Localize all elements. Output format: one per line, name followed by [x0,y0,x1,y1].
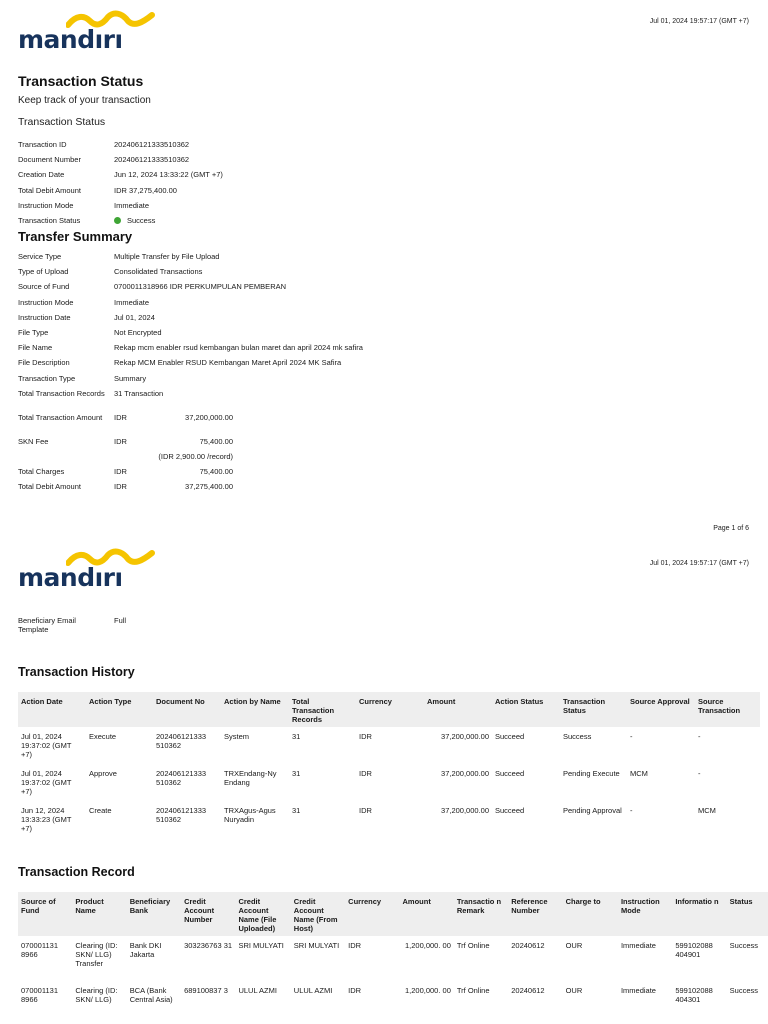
column-header: Currency [356,692,424,727]
transaction-record-heading: Transaction Record [18,865,135,879]
mandiri-logo [18,547,143,591]
table-cell: - [630,732,633,741]
column-header: Credit Account Name (From Host) [291,892,345,936]
detail-label: Transaction ID [18,140,67,149]
table-cell: Jul 01, 2024 19:37:02 (GMT +7) [21,732,72,759]
summary-label: Service Type [18,252,62,261]
table-cell: Execute [89,732,117,741]
table-cell: Success [563,732,592,741]
amount-value: 37,200,000.00 [185,412,233,422]
column-header: Reference Number [508,892,562,936]
summary-value: Multiple Transfer by File Upload [114,252,220,261]
status-value [114,216,155,225]
summary-label: Instruction Date [18,312,71,322]
table-cell: Immediate [620,941,656,950]
column-header: Action by Name [221,692,289,727]
table-cell: 31 [292,806,301,815]
detail-label: Instruction Mode [18,200,74,210]
table-row [18,981,768,1024]
amount-label: Total Transaction Amount [18,412,103,422]
column-header: Transaction Status [560,692,627,727]
table-cell: BCA (Bank Central Asia) [129,986,173,1004]
table-cell: Jun 12, 2024 13:33:23 (GMT +7) [21,806,72,833]
table-row [18,764,760,801]
summary-value: 0700011318966 IDR PERKUMPULAN PEMBERAN [114,282,287,292]
table-row [18,727,760,764]
table-cell: 20240612 [511,986,545,995]
column-header: Amount [424,692,492,727]
print-timestamp: Jul 01, 2024 19:57:17 (GMT +7) [649,560,749,567]
summary-value: Rekap mcm enabler rsud kembangan bulan maret dan april 2024 mk safira [114,343,363,353]
column-header: Beneficiary Bank [127,892,181,936]
status-section-heading: Transaction Status [18,116,106,128]
table-cell: 303236763 31 [184,941,233,950]
column-header: Total Transaction Records [289,692,356,727]
detail-value: 202406121333510362 [114,155,190,165]
transaction-history-table [18,692,760,841]
table-cell: 1,200,000. 00 [404,986,451,995]
summary-value: Immediate [114,297,150,307]
amount-label: Total Charges [18,467,65,477]
amount-value: 75,400.00 [199,436,233,446]
summary-label: Transaction Type [18,373,76,383]
table-cell: - [698,769,701,778]
column-header: Informatio n [672,892,726,936]
table-cell: Succeed [495,732,525,741]
table-cell: IDR [359,769,372,778]
table-cell: Clearing (ID: SKN/ LLG) Transfer [75,941,118,968]
table-cell: 31 [292,769,301,778]
table-cell: - [630,806,633,815]
table-cell: Approve [89,769,117,778]
detail-label: Total Debit Amount [18,185,81,195]
table-cell: Create [89,806,112,815]
column-header: Status [727,892,768,936]
table-cell: 202406121333 510362 [156,806,207,824]
table-cell: 31 [292,732,301,741]
column-header: Document No [153,692,221,727]
table-cell: TRXAgus-Agus Nuryadin [224,806,276,824]
table-cell: 070001131 8966 [21,986,58,1004]
amount-currency: IDR [114,436,127,446]
column-header: Source of Fund [18,892,72,936]
table-cell: OUR [565,986,583,995]
success-status-dot-icon [114,217,121,224]
column-header: Charge to [563,892,618,936]
table-cell: Jul 01, 2024 19:37:02 (GMT +7) [21,769,72,796]
table-cell: 070001131 8966 [21,941,58,959]
transaction-history-heading: Transaction History [18,665,135,679]
page-title: Transaction Status [18,73,144,89]
table-cell: Clearing (ID: SKN/ LLG) [75,986,118,1004]
column-header: Action Type [86,692,153,727]
column-header: Amount [400,892,454,936]
table-cell: IDR [348,941,362,950]
table-cell: 20240612 [511,941,545,950]
detail-value: Full [114,616,127,625]
column-header: Action Date [18,692,86,727]
summary-label: Source of Fund [18,282,70,292]
table-cell: 599102088 404901 [675,941,713,959]
column-header: Credit Account Name (File Uploaded) [235,892,290,936]
summary-label: File Type [18,327,49,337]
table-cell: IDR [359,806,372,815]
column-header: Action Status [492,692,560,727]
detail-value: 202406121333510362 [114,140,190,149]
table-cell: 1,200,000. 00 [404,941,451,950]
detail-value: Immediate [114,200,150,210]
table-cell: SRI MULYATI [293,941,340,950]
detail-label: Document Number [18,155,81,165]
table-cell: 37,200,000.00 [441,732,489,741]
table-header-row [18,892,768,936]
table-cell: Success [729,986,759,995]
table-cell: ULUL AZMI [238,986,277,995]
print-timestamp: Jul 01, 2024 19:57:17 (GMT +7) [649,18,749,25]
table-header-row [18,692,760,727]
detail-label: Transaction Status [18,215,81,225]
amount-currency: IDR [114,467,127,477]
table-cell: SRI MULYATI [238,941,284,950]
table-cell: OUR [565,941,583,950]
table-cell: 599102088 404301 [675,986,713,1004]
table-cell: Bank DKI Jakarta [129,941,162,959]
amount-label: Total Debit Amount [18,482,81,492]
summary-value: 31 Transaction [114,388,164,398]
table-cell: MCM [630,769,648,778]
column-header: Transactio n Remark [454,892,508,936]
column-header: Source Approval [627,692,695,727]
summary-value: Consolidated Transactions [114,267,203,277]
table-cell: 202406121333 510362 [156,769,207,787]
brand-wordmark: mandırı [18,25,123,54]
fee-note: (IDR 2,900.00 /record) [158,451,233,461]
detail-value: IDR 37,275,400.00 [114,185,177,195]
table-cell: Pending Execute [563,769,620,778]
amount-value: 37,275,400.00 [185,482,233,492]
table-cell: IDR [348,986,362,995]
summary-label: File Description [18,358,70,368]
column-header: Product Name [72,892,126,936]
status-text: Success [127,215,156,225]
table-cell: Trf Online [456,986,490,995]
summary-label: Instruction Mode [18,297,74,307]
table-cell: Success [729,941,759,950]
page-subtitle: Keep track of your transaction [18,95,151,106]
detail-label: Creation Date [18,170,65,180]
detail-label: Beneficiary Email Template [18,616,76,634]
amount-currency: IDR [114,482,127,492]
table-cell: - [698,732,701,741]
column-header: Instruction Mode [618,892,672,936]
table-cell: System [224,732,250,741]
table-cell: ULUL AZMI [293,986,333,995]
table-cell: Trf Online [456,941,490,950]
brand-wordmark: mandırı [18,563,123,592]
summary-label: File Name [18,343,53,353]
table-cell: TRXEndang-Ny Endang [224,769,277,787]
table-cell: 37,200,000.00 [441,769,489,778]
table-cell: 202406121333 510362 [156,732,207,750]
detail-value: Jun 12, 2024 13:33:22 (GMT +7) [114,170,223,180]
summary-value: Not Encrypted [114,327,162,337]
summary-value: Jul 01, 2024 [114,312,155,322]
column-header: Source Transaction [695,692,760,727]
summary-value: Rekap MCM Enabler RSUD Kembangan Maret April 2024 MK Safira [114,358,342,368]
page-number: Page 1 of 6 [713,525,749,532]
summary-label: Total Transaction Records [18,388,105,398]
table-cell: Succeed [495,806,525,815]
table-cell: 689100837 3 [184,986,228,995]
summary-label: Type of Upload [18,267,69,277]
column-header: Credit Account Number [181,892,235,936]
table-cell: Pending Approval [563,806,622,815]
table-cell: 37,200,000.00 [441,806,489,815]
transaction-record-table [18,892,768,1024]
table-row [18,936,768,981]
table-row [18,801,760,841]
column-header: Currency [345,892,399,936]
table-cell: Succeed [495,769,525,778]
amount-label: SKN Fee [18,436,49,446]
amount-value: 75,400.00 [199,467,233,477]
mandiri-logo [18,9,143,53]
summary-value: Summary [114,373,147,383]
table-cell: Immediate [620,986,656,995]
table-cell: IDR [359,732,372,741]
table-cell: MCM [698,806,716,815]
transfer-summary-heading: Transfer Summary [18,229,133,244]
amount-currency: IDR [114,412,127,422]
